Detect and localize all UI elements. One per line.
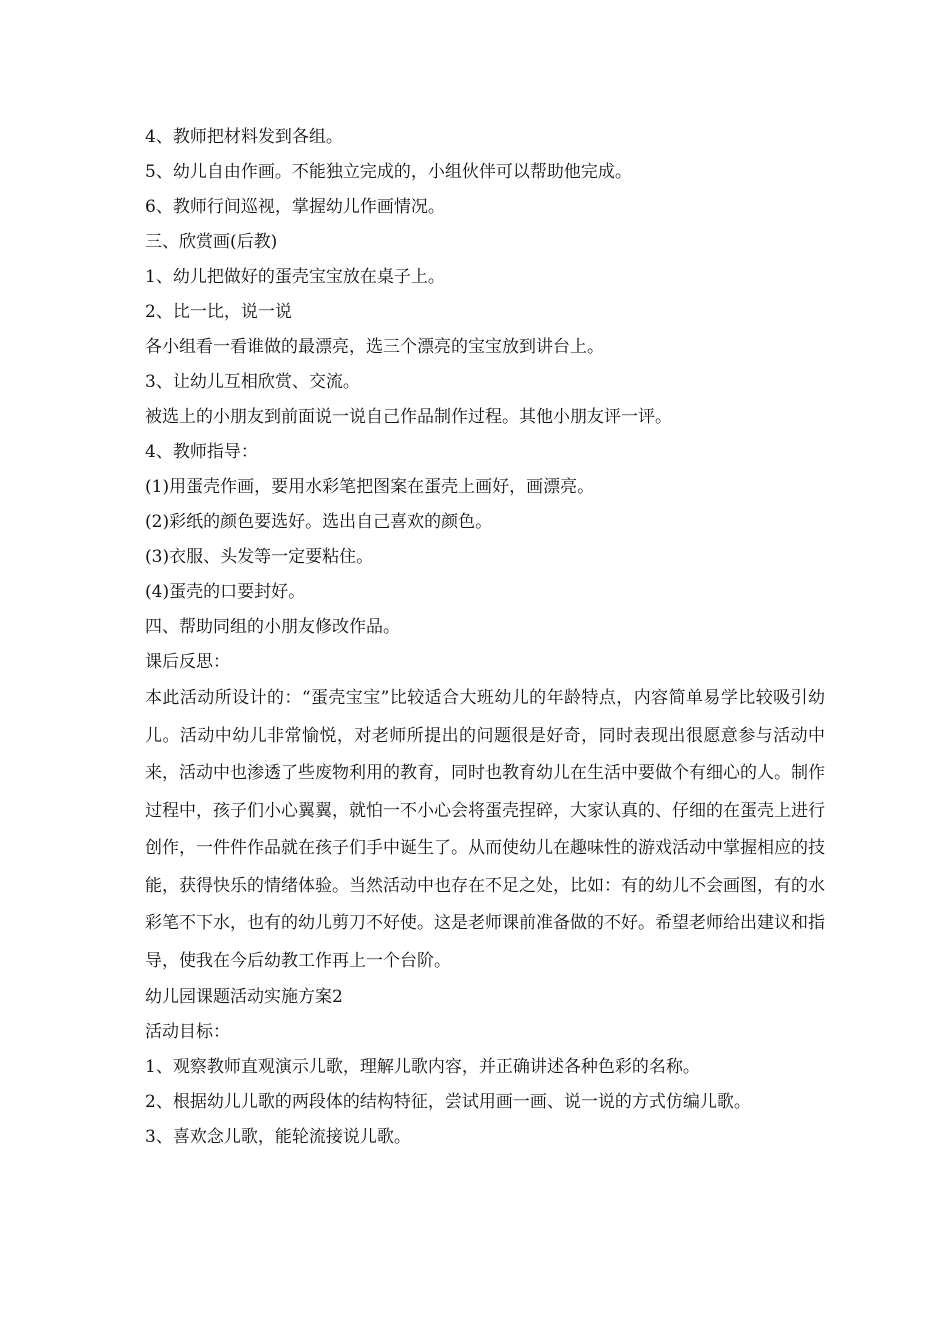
text-line: 1、幼儿把做好的蛋壳宝宝放在桌子上。 <box>145 267 445 287</box>
text-line: 各小组看一看谁做的最漂亮，选三个漂亮的宝宝放到讲台上。 <box>145 337 604 357</box>
document-title: 幼儿园课题活动实施方案2 <box>145 987 343 1007</box>
text-line: 5、幼儿自由作画。不能独立完成的，小组伙伴可以帮助他完成。 <box>145 162 632 182</box>
text-line: (2)彩纸的颜色要选好。选出自己喜欢的颜色。 <box>145 512 493 532</box>
reflection-paragraph: 本此活动所设计的：“蛋壳宝宝”比较适合大班幼儿的年龄特点，内容简单易学比较吸引幼儿。活动中幼儿非常愉悦，对老师所提出的问题很是好奇，同时表现出很愿意参与活动中来，活动中也渗透了些废物利用的教育，同时也教育幼儿在生活中要做个有细心的人。制作过程中，孩子们小心翼翼，就怕一不小心会将蛋壳捏碎，大家认真的、仔细的在蛋壳上进行创作，一件件作品就在孩子们手中诞生了。从而使幼儿在趣味性的游戏活动中掌握相应的技能，获得快乐的情绪体验。当然活动中也存在不足之处，比如：有的幼儿不会画图，有的水彩笔不下水，也有的幼儿剪刀不好使。这是老师课前准备做的不好。希望老师给出建议和指导，使我在今后幼教工作再上一个台阶。 <box>145 688 825 971</box>
text-line: (3)衣服、头发等一定要粘住。 <box>145 547 374 567</box>
text-line: 4、教师指导： <box>145 442 258 462</box>
text-line: 2、根据幼儿儿歌的两段体的结构特征，尝试用画一画、说一说的方式仿编儿歌。 <box>145 1092 751 1112</box>
section-heading: 四、帮助同组的小朋友修改作品。 <box>145 617 400 637</box>
document-body <box>145 120 825 1155</box>
text-line: 2、比一比，说一说 <box>145 302 292 322</box>
text-line: 被选上的小朋友到前面说一说自己作品制作过程。其他小朋友评一评。 <box>145 407 672 427</box>
text-line: 4、教师把材料发到各组。 <box>145 127 343 147</box>
reflection-heading: 课后反思： <box>145 652 230 672</box>
text-line: 1、观察教师直观演示儿歌，理解儿歌内容，并正确讲述各种色彩的名称。 <box>145 1057 700 1077</box>
text-line: 6、教师行间巡视，掌握幼儿作画情况。 <box>145 197 445 217</box>
text-line: (4)蛋壳的口要封好。 <box>145 582 306 602</box>
text-line: 3、让幼儿互相欣赏、交流。 <box>145 372 360 392</box>
text-line: (1)用蛋壳作画，要用水彩笔把图案在蛋壳上画好，画漂亮。 <box>145 477 595 497</box>
section-heading: 三、欣赏画(后教) <box>145 232 278 252</box>
goals-heading: 活动目标： <box>145 1022 230 1042</box>
text-line: 3、喜欢念儿歌，能轮流接说儿歌。 <box>145 1127 411 1147</box>
